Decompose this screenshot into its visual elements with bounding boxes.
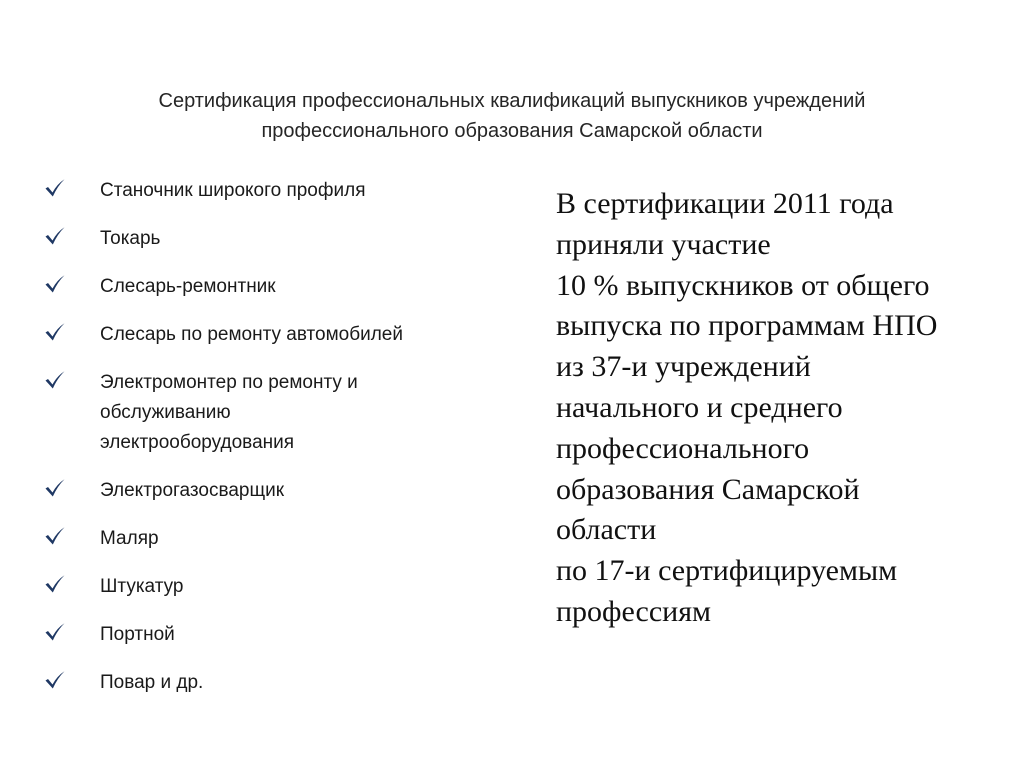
- body-line: выпуска по программам НПО: [556, 309, 938, 343]
- profession-checklist: [44, 176, 494, 716]
- body-line: начального и среднего: [556, 390, 843, 424]
- body-line: В сертификации 2011 года: [556, 187, 894, 220]
- list-item: [44, 320, 494, 350]
- title-line: Сертификация профессиональных квалификаций выпускников учреждений: [158, 90, 866, 112]
- list-item-label: Слесарь по ремонту автомобилей: [100, 324, 403, 345]
- body-line: образования Самарской: [556, 472, 860, 506]
- body-line: области: [556, 513, 657, 547]
- list-item-label: Штукатур: [100, 576, 184, 597]
- checkmark-icon: [44, 668, 100, 698]
- list-item-label: Повар и др.: [100, 672, 204, 693]
- checkmark-icon: [44, 320, 100, 350]
- list-item-label: Слесарь-ремонтник: [100, 276, 276, 297]
- title-line: профессионального образования Самарской области: [261, 120, 763, 142]
- list-item: [44, 476, 494, 506]
- body-line: из 37-и учреждений: [556, 350, 811, 384]
- list-item: [44, 668, 494, 698]
- body-line: 10 % выпускников от общего: [556, 268, 930, 302]
- checkmark-icon: [44, 476, 100, 506]
- list-item: [44, 224, 494, 254]
- list-item-label: Электрогазосварщик: [100, 480, 285, 501]
- body-text: [556, 184, 1006, 633]
- checkmark-icon: [44, 224, 100, 254]
- slide-title: [0, 86, 1024, 146]
- list-item: [44, 620, 494, 650]
- body-line: приняли участие: [556, 227, 771, 261]
- list-item: [44, 368, 494, 458]
- checkmark-icon: [44, 620, 100, 650]
- list-item: [44, 524, 494, 554]
- body-line: профессионального: [556, 431, 810, 465]
- list-item: [44, 176, 494, 206]
- checkmark-icon: [44, 572, 100, 602]
- body-line: по 17-и сертифицируемым: [556, 554, 898, 588]
- list-item: [44, 272, 494, 302]
- list-item-label: Маляр: [100, 528, 159, 549]
- checkmark-icon: [44, 272, 100, 302]
- list-item-label: Электромонтер по ремонту и обслуживанию электрооборудования: [100, 372, 358, 453]
- list-item-label: Станочник широкого профиля: [100, 180, 366, 201]
- checkmark-icon: [44, 368, 100, 398]
- body-line: профессиям: [556, 594, 712, 628]
- list-item-label: Портной: [100, 624, 175, 645]
- checkmark-icon: [44, 524, 100, 554]
- list-item: [44, 572, 494, 602]
- list-item-label: Токарь: [100, 228, 161, 249]
- checkmark-icon: [44, 176, 100, 206]
